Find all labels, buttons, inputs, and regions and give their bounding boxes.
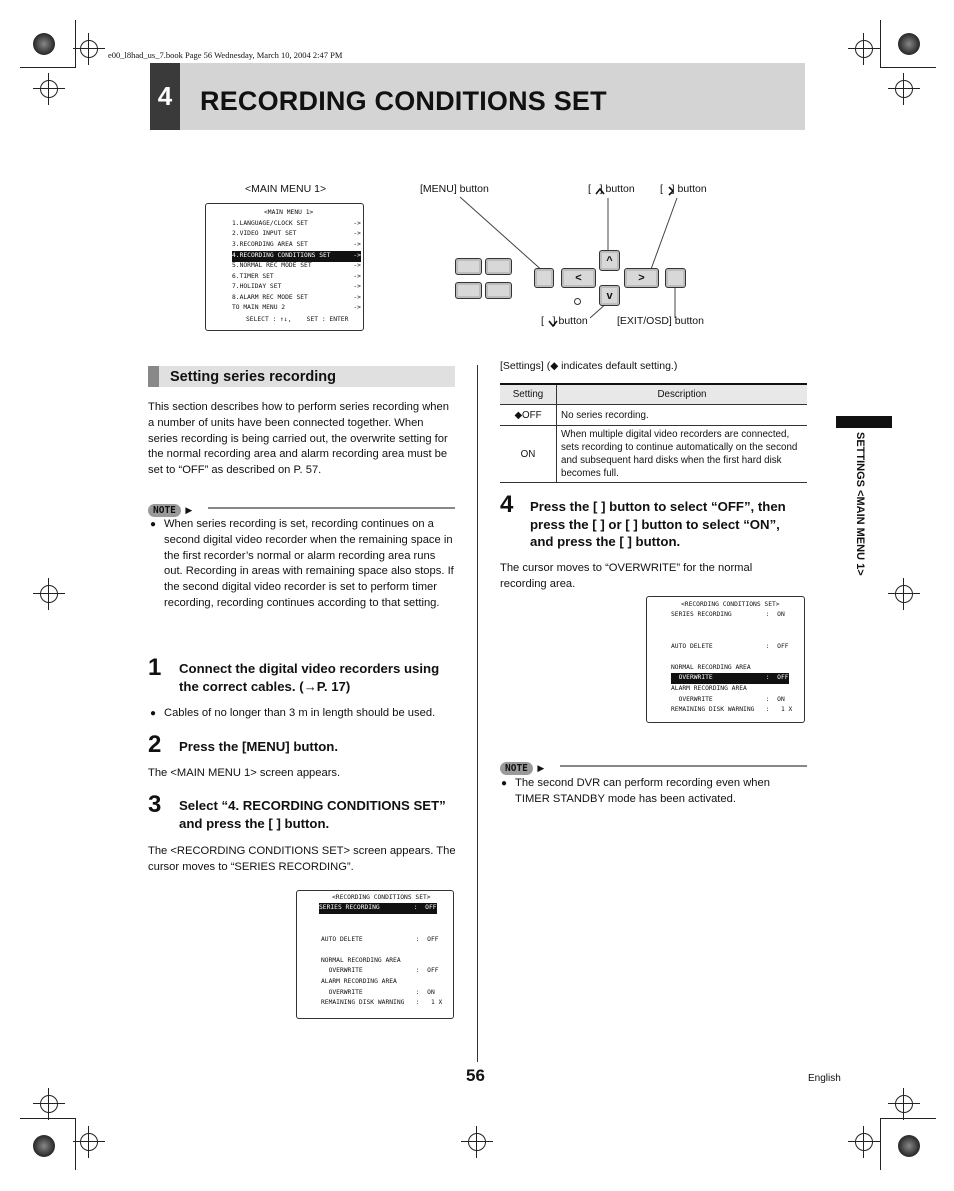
screen-row: ALARM RECORDING AREA xyxy=(671,685,747,692)
triangle-icon: ▶ xyxy=(185,505,193,515)
panel-button xyxy=(455,258,482,275)
screen-row: AUTO DELETE : OFF xyxy=(321,936,439,943)
trim-line xyxy=(880,1118,881,1170)
language-label: English xyxy=(808,1073,841,1084)
step-number: 2 xyxy=(148,731,162,758)
screen-row: REMAINING DISK WARNING : 1 X xyxy=(321,999,443,1006)
trim-line xyxy=(75,1118,76,1170)
menu-row: 7.HOLIDAY SET -> xyxy=(232,283,361,290)
table-header: Description xyxy=(557,385,808,405)
note-bullet-icon: ● xyxy=(501,778,508,789)
screen-row: NORMAL RECORDING AREA xyxy=(671,664,751,671)
registration-mark xyxy=(80,1133,98,1151)
chevron-left-icon: < xyxy=(575,272,582,284)
screen-row: OVERWRITE : OFF xyxy=(321,967,439,974)
menu-row: 6.TIMER SET -> xyxy=(232,273,361,280)
step-subtext: The <MAIN MENU 1> screen appears. xyxy=(148,767,341,779)
up-button xyxy=(599,250,620,271)
menu-button xyxy=(534,268,554,288)
column-divider xyxy=(477,365,478,1062)
section-header-bar xyxy=(148,366,159,387)
recording-conditions-screen-1 xyxy=(296,890,454,1019)
callout-lines xyxy=(0,0,954,400)
right-button-label-text: [ ] button xyxy=(660,183,707,195)
step-text: Press the [MENU] button. xyxy=(179,739,338,754)
page-title: RECORDING CONDITIONS SET xyxy=(200,86,607,116)
corner-disc-bl xyxy=(33,1135,55,1157)
menu-row: 2.VIDEO INPUT SET -> xyxy=(232,230,361,237)
screen-row: NORMAL RECORDING AREA xyxy=(321,957,401,964)
note-rule xyxy=(208,507,455,509)
exit-osd-button xyxy=(665,268,686,288)
side-tab-label: SETTINGS <MAIN MENU 1> xyxy=(854,432,866,576)
chevron-up-icon: ^ xyxy=(606,254,613,267)
book-info: e00_l8had_us_7.book Page 56 Wednesday, March 10, 2004 2:47 PM xyxy=(108,50,343,60)
screen-row: AUTO DELETE : OFF xyxy=(671,643,789,650)
step-subtext: The cursor moves to “OVERWRITE” for the normal recording area. xyxy=(500,562,753,590)
note-heading xyxy=(148,500,455,516)
menu-button-label: [MENU] button xyxy=(420,183,489,195)
step-number: 1 xyxy=(148,654,162,681)
menu-row: 5.NORMAL REC MODE SET -> xyxy=(232,262,361,269)
screen-row: OVERWRITE : ON xyxy=(321,989,435,996)
chevron-down-icon: v xyxy=(606,289,613,302)
step-subtext: Cables of no longer than 3 m in length should be used. xyxy=(164,707,436,719)
triangle-icon: ▶ xyxy=(537,763,545,773)
menu-row: TO MAIN MENU 2 -> xyxy=(232,304,361,311)
note-heading xyxy=(500,758,807,774)
intro-paragraph: This section describes how to perform series recording when a number of units have been connected together. When series recording is being carried out, the overwrite setting for the normal recording area and alarm recording area must be set to “OFF” as described on P. 57. xyxy=(148,401,449,477)
table-header: Setting xyxy=(500,385,557,405)
menu-row: 1.LANGUAGE/CLOCK SET -> xyxy=(232,220,361,227)
step-text: Connect the digital video recorders using the correct cables. (→P. 17) xyxy=(179,661,440,694)
step-number: 3 xyxy=(148,791,162,818)
menu-row: <MAIN MENU 1> xyxy=(264,209,314,216)
registration-mark xyxy=(895,585,913,603)
right-button xyxy=(624,268,659,288)
down-button-label-text: [ ] button xyxy=(541,315,588,327)
registration-mark xyxy=(40,1095,58,1113)
recording-conditions-screen-2 xyxy=(646,596,805,723)
table-cell: When multiple digital video recorders are connected, sets recording to continue automatically on the second and subsequent hard disks when the first hard disk becomes full. xyxy=(557,426,808,483)
table-cell: ON xyxy=(500,426,557,483)
screen-row: OVERWRITE : ON xyxy=(671,696,785,703)
screen-row: SERIES RECORDING : ON xyxy=(671,611,785,618)
note-text: When series recording is set, recording continues on a second digital video recorder when the remaining space in the first recorder’s normal or alarm recording area runs out. Recording in areas with remaining space also stops. If the second digital video recorder is set to perform timer recording, recording continues according to that setting. xyxy=(164,518,454,609)
indicator-dot xyxy=(574,298,581,305)
page-number: 56 xyxy=(466,1066,485,1085)
note-text: The second DVR can perform recording even when TIMER STANDBY mode has been activated. xyxy=(515,777,770,805)
screen-row: ALARM RECORDING AREA xyxy=(321,978,397,985)
section-title: Setting series recording xyxy=(170,369,336,385)
registration-mark xyxy=(468,1133,486,1151)
note-badge: NOTE xyxy=(148,504,181,517)
panel-button xyxy=(485,258,512,275)
table-cell: ◆OFF xyxy=(500,405,557,426)
panel-button xyxy=(485,282,512,299)
screen-row-selected: OVERWRITE : OFF xyxy=(671,673,789,684)
registration-mark xyxy=(40,585,58,603)
menu-row-selected: 4.RECORDING CONDITIONS SET -> xyxy=(232,251,361,262)
corner-disc-br xyxy=(898,1135,920,1157)
step-subtext: The <RECORDING CONDITIONS SET> screen appears. The cursor moves to “SERIES RECORDING”. xyxy=(148,845,456,873)
settings-caption: [Settings] (◆ indicates default setting.) xyxy=(500,360,678,372)
step-text: Press the [ ] button to select “OFF”, then press the [ ] or [ ] button to select “ON”, and press the [ ] button. xyxy=(530,499,786,549)
exit-osd-button-label: [EXIT/OSD] button xyxy=(617,315,704,327)
note-rule xyxy=(560,765,807,767)
menu-hint: SELECT : ↑↓, SET : ENTER xyxy=(246,316,349,323)
panel-button xyxy=(455,282,482,299)
screen-row-selected: SERIES RECORDING : OFF xyxy=(319,903,437,914)
screen-row: <RECORDING CONDITIONS SET> xyxy=(681,601,780,608)
main-menu-caption: <MAIN MENU 1> xyxy=(245,183,327,195)
registration-mark xyxy=(855,1133,873,1151)
menu-row: 8.ALARM REC MODE SET -> xyxy=(232,294,361,301)
side-tab-marker xyxy=(836,416,892,428)
step-number: 4 xyxy=(500,491,514,518)
up-button-label-text: [ ] button xyxy=(588,183,635,195)
screen-row: REMAINING DISK WARNING : 1 X xyxy=(671,706,793,713)
chevron-right-icon: > xyxy=(638,272,645,284)
trim-line xyxy=(880,1118,936,1119)
bullet-icon: ● xyxy=(150,708,157,719)
registration-mark xyxy=(895,1095,913,1113)
left-button xyxy=(561,268,596,288)
chapter-number: 4 xyxy=(150,63,180,130)
screen-row: <RECORDING CONDITIONS SET> xyxy=(332,894,431,901)
down-button xyxy=(599,285,620,306)
step-text: Select “4. RECORDING CONDITIONS SET” and press the [ ] button. xyxy=(179,798,446,831)
settings-table xyxy=(500,383,807,483)
note-bullet-icon: ● xyxy=(150,519,157,530)
trim-line xyxy=(20,1118,76,1119)
note-badge: NOTE xyxy=(500,762,533,775)
menu-row: 3.RECORDING AREA SET -> xyxy=(232,241,361,248)
table-cell: No series recording. xyxy=(557,405,808,426)
